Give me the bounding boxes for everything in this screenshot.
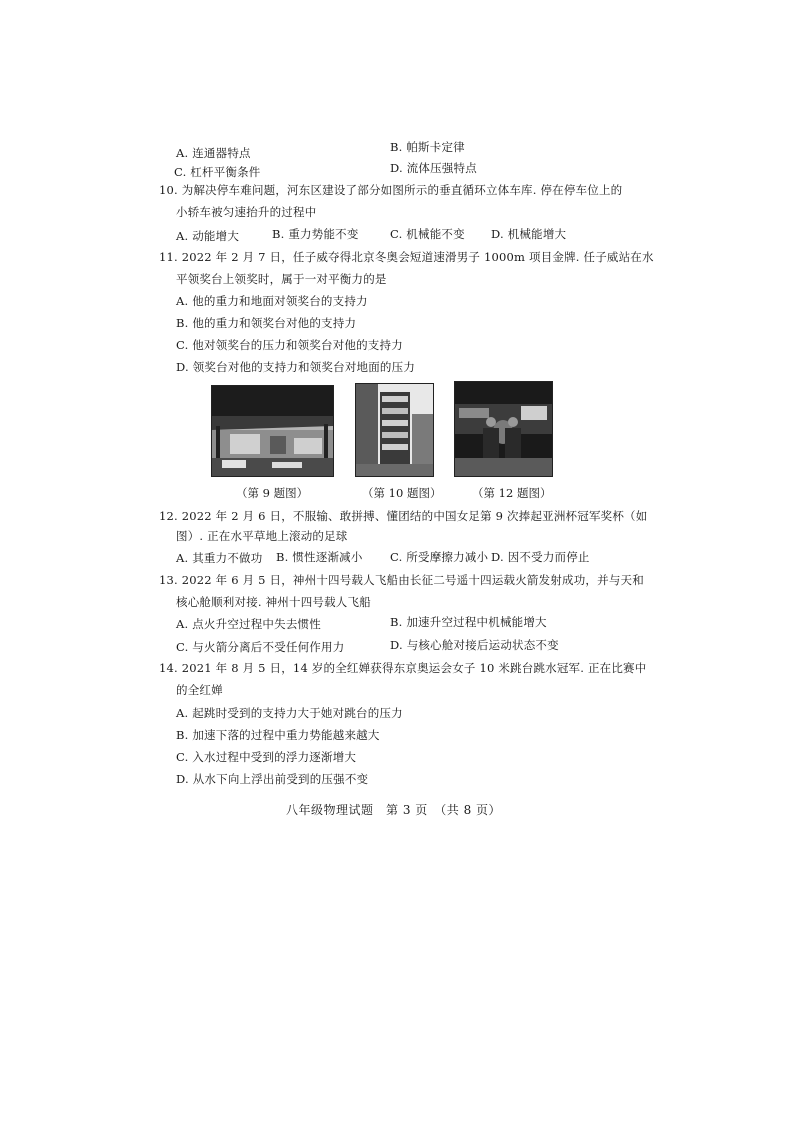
q14-option-a: A. 起跳时受到的支持力大于她对跳台的压力	[176, 706, 403, 720]
q14-stem-line1: 14. 2021 年 8 月 5 日，14 岁的全红婵获得东京奥运会女子 10 米跳台跳水冠军. 正在比赛中	[159, 661, 647, 675]
q14-option-d: D. 从水下向上浮出前受到的压强不变	[176, 772, 369, 786]
q13-stem-line2: 核心舱顺利对接. 神州十四号载人飞船	[176, 595, 371, 609]
q10-option-b: B. 重力势能不变	[272, 227, 359, 241]
q12-option-b: B. 惯性逐渐减小	[276, 550, 363, 564]
q10-option-d: D. 机械能增大	[491, 227, 567, 241]
q12-option-a: A. 其重力不做功	[176, 551, 263, 565]
q14-option-b: B. 加速下落的过程中重力势能越来越大	[176, 728, 380, 742]
figure-9-caption: （第 9 题图）	[236, 486, 309, 500]
q12-option-d: D. 因不受力而停止	[491, 550, 590, 564]
q13-option-c: C. 与火箭分离后不受任何作用力	[176, 640, 345, 654]
q12-stem-line2: 图）. 正在水平草地上滚动的足球	[176, 529, 348, 543]
q13-option-d: D. 与核心舱对接后运动状态不变	[390, 638, 559, 652]
q13-stem-line1: 13. 2022 年 6 月 5 日，神州十四号载人飞船由长征二号遥十四运载火箭发射成功，并与天和	[159, 573, 644, 587]
q11-stem-line1: 11. 2022 年 2 月 7 日，任子威夺得北京冬奥会短道速滑男子 1000m 项目金牌. 任子威站在水	[159, 250, 654, 264]
q11-option-b: B. 他的重力和领奖台对他的支持力	[176, 316, 357, 330]
figure-10-parking-tower-image	[355, 383, 434, 477]
q12-option-c: C. 所受摩擦力减小	[390, 550, 489, 564]
q11-option-a: A. 他的重力和地面对领奖台的支持力	[176, 294, 368, 308]
q9-option-a: A. 连通器特点	[176, 146, 251, 160]
figure-12-trophy-team-image	[454, 381, 553, 477]
q11-stem-line2: 平领奖台上领奖时，属于一对平衡力的是	[176, 272, 387, 286]
page-footer: 八年级物理试题 第 3 页 （共 8 页）	[286, 803, 502, 817]
figure-9-bridge-parking-image	[211, 385, 334, 477]
q11-option-c: C. 他对领奖台的压力和领奖台对他的支持力	[176, 338, 403, 352]
q12-stem-line1: 12. 2022 年 2 月 6 日，不服输、敢拼搏、懂团结的中国女足第 9 次捧起亚洲杯冠军奖杯（如	[159, 509, 648, 523]
figure-12-caption: （第 12 题图）	[472, 486, 552, 500]
q11-option-d: D. 领奖台对他的支持力和领奖台对地面的压力	[176, 360, 416, 374]
q9-option-b: B. 帕斯卡定律	[390, 140, 465, 154]
q10-stem-line1: 10. 为解决停车难问题，河东区建设了部分如图所示的垂直循环立体车库. 停在停车位上的	[159, 183, 623, 197]
q14-stem-line2: 的全红婵	[176, 683, 223, 697]
q13-option-a: A. 点火升空过程中失去惯性	[176, 617, 321, 631]
q10-stem-line2: 小轿车被匀速抬升的过程中	[176, 205, 317, 219]
figure-10-caption: （第 10 题图）	[362, 486, 442, 500]
q14-option-c: C. 入水过程中受到的浮力逐渐增大	[176, 750, 357, 764]
q9-option-d: D. 流体压强特点	[390, 161, 477, 175]
q9-option-c: C. 杠杆平衡条件	[174, 165, 261, 179]
q13-option-b: B. 加速升空过程中机械能增大	[390, 615, 547, 629]
q10-option-a: A. 动能增大	[176, 229, 240, 243]
q10-option-c: C. 机械能不变	[390, 227, 465, 241]
